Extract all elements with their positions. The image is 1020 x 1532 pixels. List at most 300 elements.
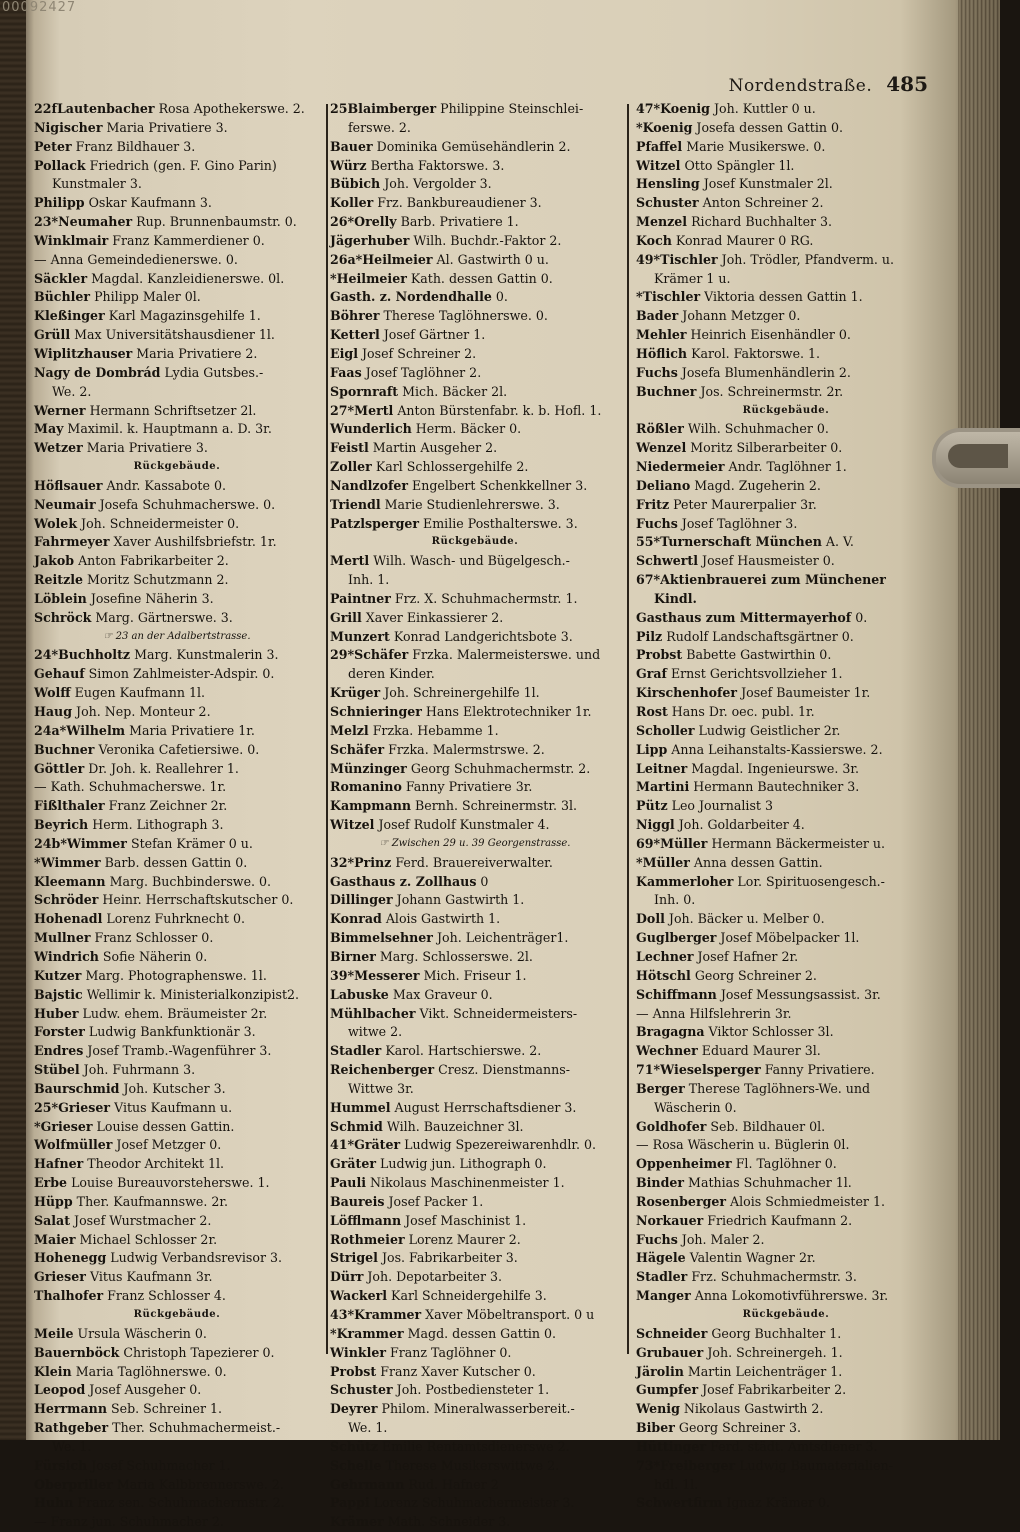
- entry-details: Wilh. Bauzeichner 3l.: [382, 1118, 524, 1134]
- directory-entry: [330, 703, 620, 722]
- entry-details: Xaver Einkassierer 2.: [361, 609, 504, 625]
- resident-name: Leitner: [636, 760, 688, 776]
- resident-name: Koenig: [660, 101, 710, 116]
- entry-details: Joh. Bäcker u. Melber 0.: [664, 911, 825, 927]
- resident-name: *Grieser: [34, 1118, 93, 1134]
- resident-name: Schnieringer: [330, 704, 422, 719]
- resident-name: Krammer: [354, 1307, 422, 1322]
- entry-details: Simon Zahlmeister-Adspir. 0.: [84, 666, 275, 682]
- house-number: 32*: [330, 854, 355, 870]
- entry-details: Lorenz Schuhmachermeister 3.: [369, 1495, 575, 1511]
- directory-entry: [636, 1381, 936, 1400]
- resident-name: *Wimmer: [34, 854, 101, 870]
- directory-entry: [330, 439, 620, 458]
- entry-details: Andr. Kassabote 0.: [102, 477, 226, 493]
- entry-details: Joh. Maler 2.: [677, 1231, 765, 1247]
- directory-entry: [330, 986, 620, 1005]
- resident-name: Oberpriller: [34, 1476, 113, 1492]
- resident-name: Probst: [330, 1363, 377, 1379]
- directory-entry: [636, 100, 936, 119]
- directory-entry: [636, 835, 936, 854]
- resident-name: Leopod: [34, 1382, 86, 1398]
- directory-entry: [330, 1457, 620, 1476]
- entry-details: We. 1.: [52, 1438, 92, 1454]
- directory-entry: [330, 175, 620, 194]
- directory-entry: [330, 1249, 620, 1268]
- resident-name: Endres: [34, 1043, 84, 1059]
- directory-entry: [34, 1494, 320, 1513]
- directory-entry: [34, 873, 320, 892]
- resident-name: Rothmeier: [330, 1231, 405, 1247]
- resident-name: Eigl: [330, 345, 358, 361]
- entry-details: Marie Musikerswe. 0.: [682, 138, 826, 154]
- book-page-stack: [958, 0, 1000, 1440]
- resident-name: Reichenberger: [330, 1062, 435, 1078]
- entry-details: Joh. Schreinergeh. 1.: [703, 1344, 843, 1360]
- directory-entry: [34, 1061, 320, 1080]
- entry-details: Rosa Apothekerswe. 2.: [154, 101, 305, 116]
- entry-details: Frzka. Malermstrswe. 2.: [384, 741, 545, 757]
- directory-entry: [34, 684, 320, 703]
- resident-name: Hafner: [34, 1156, 84, 1172]
- entry-details: Marie Studienlehrerswe. 3.: [380, 496, 560, 512]
- entry-details: Franz Xaver Kutscher 0.: [376, 1363, 536, 1379]
- resident-name: Fürsich: [34, 1457, 88, 1473]
- directory-entry: [636, 213, 936, 232]
- entry-details: Josef Fabrikarbeiter 2.: [698, 1382, 847, 1398]
- directory-entry: [330, 1155, 620, 1174]
- resident-name: Schröck: [34, 609, 92, 625]
- resident-name: Gasthaus zum Mittermayerhof: [636, 609, 852, 625]
- entry-details: Mathias Schuhmacher 1l.: [684, 1175, 852, 1191]
- cross-reference-note: ☞ 23 an der Adalbertstrasse.: [103, 630, 251, 642]
- directory-entry: [636, 383, 936, 402]
- resident-name: Baureis: [330, 1193, 385, 1209]
- directory-entry: [330, 929, 620, 948]
- entry-details: Richard Buchhalter 3.: [687, 214, 833, 230]
- entry-details: Joh. Kutscher 3.: [119, 1080, 226, 1096]
- entry-details: Herm. Lithograph 3.: [88, 817, 224, 833]
- directory-entry: [636, 590, 936, 609]
- entry-details: Louise Bureauvorsteherswe. 1.: [67, 1175, 270, 1191]
- entry-details: Josef Messungsassist. 3r.: [716, 986, 881, 1002]
- entry-details: Frz. X. Schuhmachermstr. 1.: [390, 590, 578, 606]
- directory-entry: [330, 420, 620, 439]
- entry-details: ferswe. 2.: [348, 119, 411, 135]
- directory-entry: [636, 496, 936, 515]
- entry-details: Martin Leichenträger 1.: [683, 1363, 843, 1379]
- resident-name: Gräter: [354, 1137, 401, 1153]
- directory-entry: [636, 1099, 936, 1118]
- directory-entry: [330, 1174, 620, 1193]
- house-number: 26*: [330, 214, 355, 230]
- entry-details: Bertha Faktorswe. 3.: [366, 157, 505, 173]
- entry-details: Heinr. Herrschaftskutscher 0.: [98, 892, 294, 908]
- resident-name: Wilhelm: [66, 722, 126, 738]
- resident-name: Hensling: [636, 176, 700, 192]
- directory-entry: [330, 364, 620, 383]
- entry-details: 0.: [491, 289, 508, 305]
- directory-entry: [636, 571, 936, 590]
- entry-details: Al. Gastwirth 0 u.: [432, 251, 549, 267]
- directory-entry: [34, 1005, 320, 1024]
- entry-details: Lydia Gutsbes.-: [160, 364, 264, 380]
- directory-entry: [636, 986, 936, 1005]
- directory-entry: [636, 703, 936, 722]
- resident-name: Niggl: [636, 817, 675, 833]
- resident-name: Buchholtz: [58, 647, 131, 663]
- entry-details: Vikt. Schneidermeisters-: [415, 1005, 578, 1021]
- entry-details: Anton Bürstenfabr. k. b. Hofl. 1.: [393, 402, 602, 418]
- directory-entry: [636, 138, 936, 157]
- directory-entry: [636, 816, 936, 835]
- entry-details: Josef Baumeister 1r.: [737, 685, 871, 701]
- directory-entry: [330, 270, 620, 289]
- directory-entry: [34, 1023, 320, 1042]
- entry-details: Lor. Spirituosengesch.-: [733, 873, 885, 889]
- directory-entry: [34, 1457, 320, 1476]
- directory-entry: [636, 533, 936, 552]
- resident-name: Salat: [34, 1212, 71, 1228]
- directory-entry: [34, 891, 320, 910]
- entry-details: Hermann Bautechniker 3.: [689, 779, 860, 795]
- directory-entry: [330, 665, 620, 684]
- directory-entry: [34, 1231, 320, 1250]
- resident-name: Mertl: [330, 553, 370, 569]
- resident-name: Stadler: [636, 1269, 688, 1285]
- resident-name: Schröder: [34, 892, 99, 908]
- resident-name: Bimmelsehner: [330, 930, 433, 946]
- entry-details: Anton Fabrikarbeiter 2.: [74, 553, 229, 569]
- entry-details: Karl Schneidergehilfe 3.: [387, 1288, 547, 1304]
- directory-entry: [330, 477, 620, 496]
- resident-name: Oppenheimer: [636, 1156, 732, 1172]
- resident-name: Labuske: [330, 986, 389, 1002]
- entry-details: Maximil. k. Hauptmann a. D. 3r.: [63, 421, 272, 437]
- entry-details: Anna Leihanstalts-Kassierswe. 2.: [667, 741, 883, 757]
- entry-details: Math. Schneider 3.: [383, 1514, 511, 1530]
- house-number: 24a*: [34, 722, 67, 738]
- resident-name: Norkauer: [636, 1212, 704, 1228]
- entry-details: — Anna Gemeindedienerswe. 0.: [34, 251, 238, 267]
- entry-details: Joh. Kuttler 0 u.: [709, 101, 816, 116]
- resident-name: Winklmair: [34, 232, 109, 248]
- entry-details: Nikolaus Maschinenmeister 1.: [366, 1175, 565, 1191]
- directory-entry: [636, 1344, 936, 1363]
- entry-details: Franz Zeichner 2r.: [104, 798, 228, 814]
- entry-details: Ludwig Verbandsrevisor 3.: [106, 1250, 282, 1266]
- entry-details: Xaver Möbeltransport. 0 u: [421, 1307, 595, 1322]
- entry-details: Josef Schuhmacher 1.: [87, 1457, 231, 1473]
- directory-entry: [330, 948, 620, 967]
- entry-details: Marg. Schlosserswe. 2l.: [375, 948, 533, 964]
- resident-name: Hummel: [330, 1099, 391, 1115]
- entry-details: Philipp Maler 0l.: [90, 289, 201, 305]
- entry-details: Krämer 1 u.: [654, 270, 731, 286]
- entry-details: Wilh. Wasch- und Bügelgesch.-: [369, 553, 570, 569]
- directory-entry: [34, 439, 320, 458]
- resident-name: Lechner: [636, 948, 694, 964]
- resident-name: Koch: [636, 232, 672, 248]
- house-number: 26a*: [330, 251, 363, 267]
- entry-details: Josef Taglöhner 2.: [361, 364, 482, 380]
- entry-details: Veronika Cafetiersiwe. 0.: [94, 741, 260, 757]
- entry-details: Joh. Trödler, Pfandverm. u.: [717, 251, 895, 267]
- entry-details: Alois Schmiedmeister 1.: [726, 1193, 885, 1209]
- entry-details: Herm. Bäcker 0.: [411, 421, 522, 437]
- entry-details: Joh. Goldarbeiter 4.: [674, 817, 805, 833]
- entry-details: Barb. dessen Gattin 0.: [100, 854, 248, 870]
- resident-name: Meile: [34, 1325, 74, 1341]
- entry-details: Viktor Schlosser 3l.: [704, 1024, 834, 1040]
- entry-details: Seb. Schreiner 1.: [106, 1401, 223, 1417]
- entry-details: Engelbert Schenkkellner 3.: [408, 477, 588, 493]
- resident-name: Doll: [636, 911, 665, 927]
- directory-entry: [34, 175, 320, 194]
- resident-name: Bader: [636, 308, 679, 324]
- directory-entry: [636, 891, 936, 910]
- directory-entry: [330, 816, 620, 835]
- cross-reference-note: ☞ Zwischen 29 u. 39 Georgenstrasse.: [379, 837, 571, 849]
- entry-details: Anton Schreiner 2.: [698, 195, 824, 211]
- entry-details: Karol. Faktorswe. 1.: [687, 345, 821, 361]
- scan-id: 00092427: [2, 0, 77, 15]
- column-3: [636, 100, 936, 1513]
- directory-entry: [34, 1249, 320, 1268]
- entry-details: Franz Taglöhner 0.: [386, 1344, 512, 1360]
- directory-entry: [330, 1438, 620, 1457]
- resident-name: Nigischer: [34, 119, 103, 135]
- directory-entry: [34, 646, 320, 665]
- resident-name: Zoller: [330, 459, 372, 475]
- entry-details: Karl Magazinsgehilfe 1.: [104, 308, 261, 324]
- resident-name: Bauernböck: [34, 1344, 120, 1360]
- resident-name: Gehauf: [34, 666, 85, 682]
- directory-entry: [34, 1400, 320, 1419]
- directory-entry: [636, 609, 936, 628]
- directory-entry: [34, 100, 320, 119]
- entry-details: Josef Hafner 2r.: [693, 948, 799, 964]
- entry-details: Christoph Tapezierer 0.: [119, 1344, 275, 1360]
- resident-name: Kleßinger: [34, 308, 105, 324]
- entry-details: Magd. Zugeherin 2.: [690, 477, 821, 493]
- directory-entry: [330, 1363, 620, 1382]
- resident-name: Jägerhuber: [330, 232, 410, 248]
- entry-details: Joh. Nep. Monteur 2.: [72, 704, 211, 719]
- directory-entry: [330, 1268, 620, 1287]
- entry-details: Mich. Bäcker 2l.: [398, 383, 508, 399]
- directory-entry: [636, 646, 936, 665]
- resident-name: Löfflmann: [330, 1212, 402, 1228]
- directory-entry: [636, 194, 936, 213]
- house-number: 67*: [636, 572, 661, 588]
- entry-details: Johann Metzger 0.: [678, 308, 801, 324]
- directory-entry: [330, 1325, 620, 1344]
- resident-name: Aktienbrauerei zum Münchener: [660, 572, 886, 588]
- resident-name: Pütz: [636, 798, 668, 814]
- entry-details: August Herrschaftsdiener 3.: [390, 1099, 577, 1115]
- directory-entry: [636, 439, 936, 458]
- directory-entry: [34, 665, 320, 684]
- directory-entry: [34, 609, 320, 628]
- directory-entry: [34, 307, 320, 326]
- directory-entry: [330, 157, 620, 176]
- directory-entry: [330, 1080, 620, 1099]
- directory-entry: [636, 778, 936, 797]
- directory-entry: [330, 1136, 620, 1155]
- resident-name: Nandlzofer: [330, 477, 409, 493]
- directory-entry: [34, 1099, 320, 1118]
- resident-name: Hüpp: [34, 1193, 73, 1209]
- entry-details: Ludwig Baumaterialien-: [735, 1457, 893, 1473]
- resident-name: Herrmann: [34, 1401, 107, 1417]
- directory-entry: [34, 703, 320, 722]
- directory-entry: [34, 835, 320, 854]
- entry-details: Franz sen. Schuhmachermstr. 2.: [73, 1495, 285, 1511]
- directory-entry: [330, 967, 620, 986]
- directory-entry: [636, 1212, 936, 1231]
- directory-entry: [34, 854, 320, 873]
- entry-details: Georg Buchhalter 1.: [707, 1325, 842, 1341]
- entry-details: Therese Taglöhners-We. und: [684, 1080, 871, 1096]
- resident-name: Göttler: [34, 760, 85, 776]
- entry-details: Josefa dessen Gattin 0.: [692, 119, 843, 135]
- directory-entry: [330, 1042, 620, 1061]
- entry-details: Wellimir k. Ministerialkonzipist2.: [82, 986, 300, 1002]
- entry-details: Rup. Brunnenbaumstr. 0.: [132, 214, 297, 230]
- resident-name: Gasthaus z. Zollhaus: [330, 873, 477, 889]
- resident-name: Spornraft: [330, 383, 399, 399]
- resident-name: Martini: [636, 779, 690, 795]
- resident-name: Buchner: [34, 741, 95, 757]
- entry-details: Vitus Kaufmann 3r.: [85, 1269, 213, 1285]
- entry-details: Maria Privatiere 2.: [132, 345, 258, 361]
- directory-entry: [34, 910, 320, 929]
- entry-details: Hans Elektrotechniker 1r.: [421, 704, 592, 719]
- directory-entry: [330, 213, 620, 232]
- entry-details: Philom. Mineralwasserbereit.-: [377, 1401, 575, 1417]
- resident-name: Wechner: [636, 1043, 698, 1059]
- resident-name: Schuster: [330, 1382, 393, 1398]
- directory-entry: [34, 345, 320, 364]
- directory-entry: [34, 157, 320, 176]
- directory-entry: [34, 138, 320, 157]
- resident-name: Baurschmid: [34, 1080, 120, 1096]
- resident-name: Schuster: [636, 195, 699, 211]
- resident-name: Säckler: [34, 270, 88, 286]
- resident-name: Konrad: [330, 911, 382, 927]
- entry-details: Konrad Maurer 0 RG.: [671, 232, 814, 248]
- directory-entry: [330, 1118, 620, 1137]
- resident-name: Prinz: [354, 854, 392, 870]
- adjacent-page-edge: [0, 0, 26, 1440]
- resident-name: Bauer: [330, 138, 373, 154]
- directory-entry: [330, 383, 620, 402]
- directory-entry: [636, 1042, 936, 1061]
- directory-entry: [330, 1494, 620, 1513]
- directory-entry: [636, 1419, 936, 1438]
- house-number: 73*: [636, 1457, 661, 1473]
- directory-entry: [330, 1193, 620, 1212]
- directory-entry: [636, 364, 936, 383]
- directory-entry: [636, 741, 936, 760]
- entry-details: Friedrich Kaufmann 2.: [703, 1212, 853, 1228]
- page-header: [729, 72, 928, 96]
- directory-entry: [636, 1118, 936, 1137]
- directory-entry: [330, 232, 620, 251]
- section-heading: Rückgebäude.: [133, 1309, 221, 1320]
- resident-name: Münzinger: [330, 760, 407, 776]
- resident-name: Berger: [636, 1080, 685, 1096]
- directory-entry: [34, 1287, 320, 1306]
- directory-entry: [34, 1268, 320, 1287]
- entry-details: Franz Bildhauer 3.: [71, 138, 196, 154]
- directory-entry: [636, 251, 936, 270]
- column-1: [34, 100, 320, 1532]
- entry-details: A. V.: [821, 534, 854, 550]
- entry-details: Magdal. Kanzleidienerswe. 0l.: [87, 270, 285, 286]
- directory-entry: [330, 722, 620, 741]
- resident-name: Forster: [34, 1024, 85, 1040]
- resident-name: Huhn: [34, 1495, 74, 1511]
- entry-details: Josef Möbelpacker 1l.: [716, 930, 860, 946]
- entry-details: Marg. Kunstmalerin 3.: [130, 647, 279, 663]
- entry-details: Josef Metzger 0.: [112, 1137, 222, 1153]
- entry-details: Lorenz Fuhrknecht 0.: [102, 911, 245, 927]
- entry-details: — Kath. Schuhmacherswe. 1r.: [34, 779, 227, 795]
- resident-name: Wimmer: [66, 835, 127, 851]
- entry-details: Dr. Joh. k. Reallehrer 1.: [84, 760, 239, 776]
- entry-details: Andr. Taglöhner 1.: [724, 459, 847, 475]
- directory-entry: [636, 515, 936, 534]
- directory-entry: [636, 1155, 936, 1174]
- resident-name: Kleemann: [34, 873, 106, 889]
- resident-name: Gasth. z. Nordendhalle: [330, 289, 492, 305]
- entry-details: Magd. dessen Gattin 0.: [403, 1325, 557, 1341]
- resident-name: Fahrmeyer: [34, 534, 110, 550]
- entry-details: Maria Taglöhnerswe. 0.: [71, 1363, 227, 1379]
- entry-details: Ferd. städt. Amtsdiener 3.: [706, 1438, 878, 1454]
- house-number: 24b*: [34, 835, 67, 851]
- directory-entry: [34, 383, 320, 402]
- entry-details: Sofie Näherin 0.: [98, 948, 208, 964]
- directory-entry: [636, 420, 936, 439]
- resident-name: Kampmann: [330, 798, 412, 814]
- resident-name: Schäfer: [354, 647, 409, 663]
- directory-entry: [330, 684, 620, 703]
- directory-entry: [330, 741, 620, 760]
- directory-entry: [330, 571, 620, 590]
- entry-details: Wittwe 3r.: [348, 1080, 414, 1096]
- entry-details: Georg Schuhmachermstr. 2.: [406, 760, 591, 776]
- entry-details: Fanny Privatiere 3r.: [401, 779, 533, 795]
- page-number: 485: [886, 72, 928, 96]
- entry-details: Ferd. Brauereiverwalter.: [391, 854, 553, 870]
- entry-details: Ignaz Krämer 0.: [722, 1495, 831, 1511]
- resident-name: Tischler: [660, 251, 718, 267]
- house-number: 24*: [34, 647, 59, 663]
- entry-details: Joh. Schreinergehilfe 1l.: [380, 685, 540, 701]
- directory-entry: [636, 1193, 936, 1212]
- entry-details: Martin Ausgeher 2.: [368, 440, 498, 456]
- entry-details: Moritz Silberarbeiter 0.: [686, 440, 843, 456]
- directory-entry: [636, 270, 936, 289]
- resident-name: Schwertfirm: [636, 1495, 723, 1511]
- directory-entry: [330, 458, 620, 477]
- entry-details: Dominika Gemüsehändlerin 2.: [372, 138, 571, 154]
- resident-name: Binder: [636, 1175, 685, 1191]
- house-number: 29*: [330, 647, 355, 663]
